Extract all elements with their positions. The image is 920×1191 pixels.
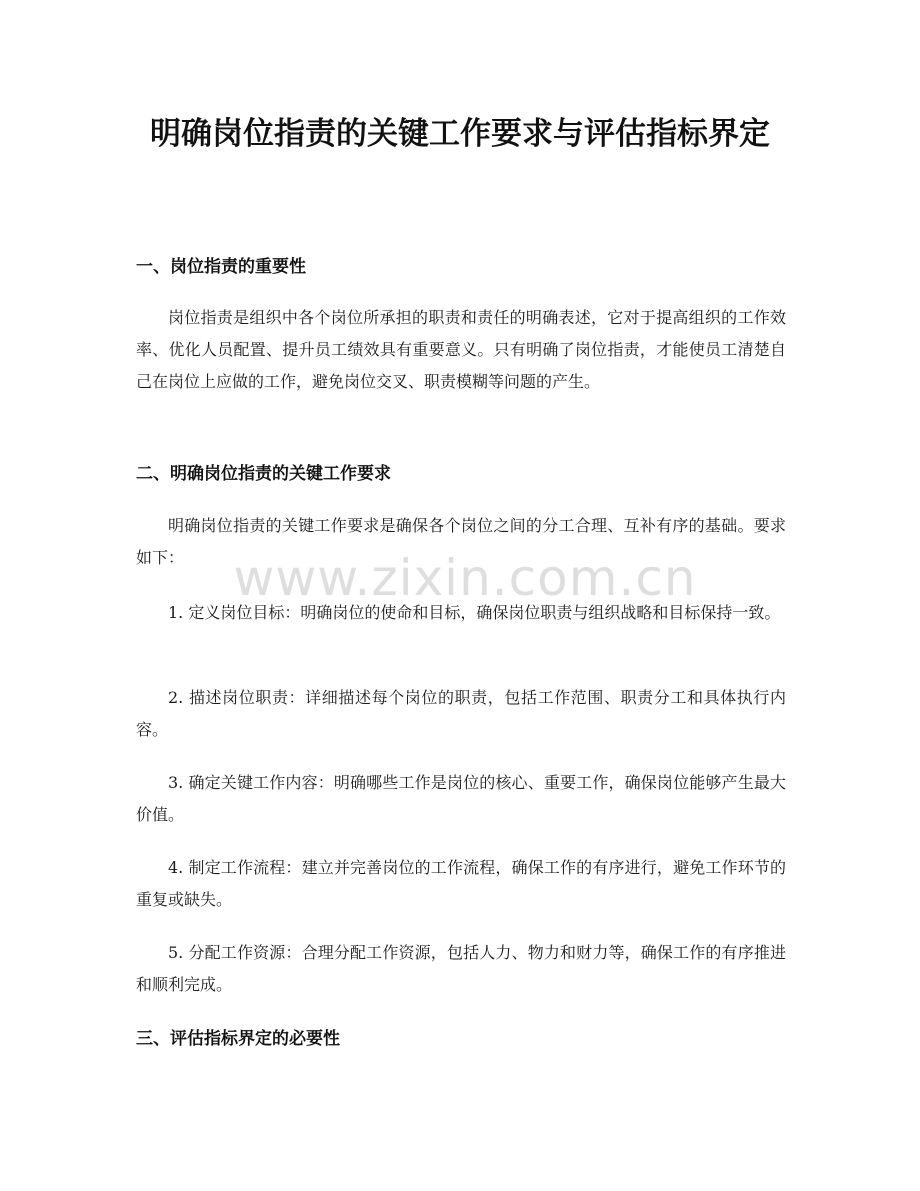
requirement-item-1: 1. 定义岗位目标：明确岗位的使命和目标，确保岗位职责与组织战略和目标保持一致。	[168, 603, 781, 622]
section-2-intro-paragraph: 明确岗位指责的关键工作要求是确保各个岗位之间的分工合理、互补有序的基础。要求如下：	[136, 516, 786, 567]
section-heading-3: 三、评估指标界定的必要性	[136, 1029, 340, 1049]
requirement-item-3: 3. 确定关键工作内容：明确哪些工作是岗位的核心、重要工作，确保岗位能够产生最大价值。	[136, 773, 786, 824]
requirement-item-5: 5. 分配工作资源：合理分配工作资源，包括人力、物力和财力等，确保工作的有序推进和顺利完成。	[136, 943, 786, 994]
watermark: www.zixin.com.cn	[233, 549, 697, 607]
document-title: 明确岗位指责的关键工作要求与评估指标界定	[150, 116, 770, 152]
section-heading-1: 一、岗位指责的重要性	[136, 257, 306, 277]
requirement-item-2: 2. 描述岗位职责：详细描述每个岗位的职责，包括工作范围、职责分工和具体执行内容。	[136, 688, 786, 739]
section-1-paragraph: 岗位指责是组织中各个岗位所承担的职责和责任的明确表述，它对于提高组织的工作效率、优化人员配置、提升员工绩效具有重要意义。只有明确了岗位指责，才能使员工清楚自己在岗位上应做的工作，避免岗位交叉、职责模糊等问题的产生。	[136, 308, 786, 391]
requirement-item-4: 4. 制定工作流程：建立并完善岗位的工作流程，确保工作的有序进行，避免工作环节的重复或缺失。	[136, 858, 786, 909]
section-heading-2: 二、明确岗位指责的关键工作要求	[136, 464, 391, 484]
